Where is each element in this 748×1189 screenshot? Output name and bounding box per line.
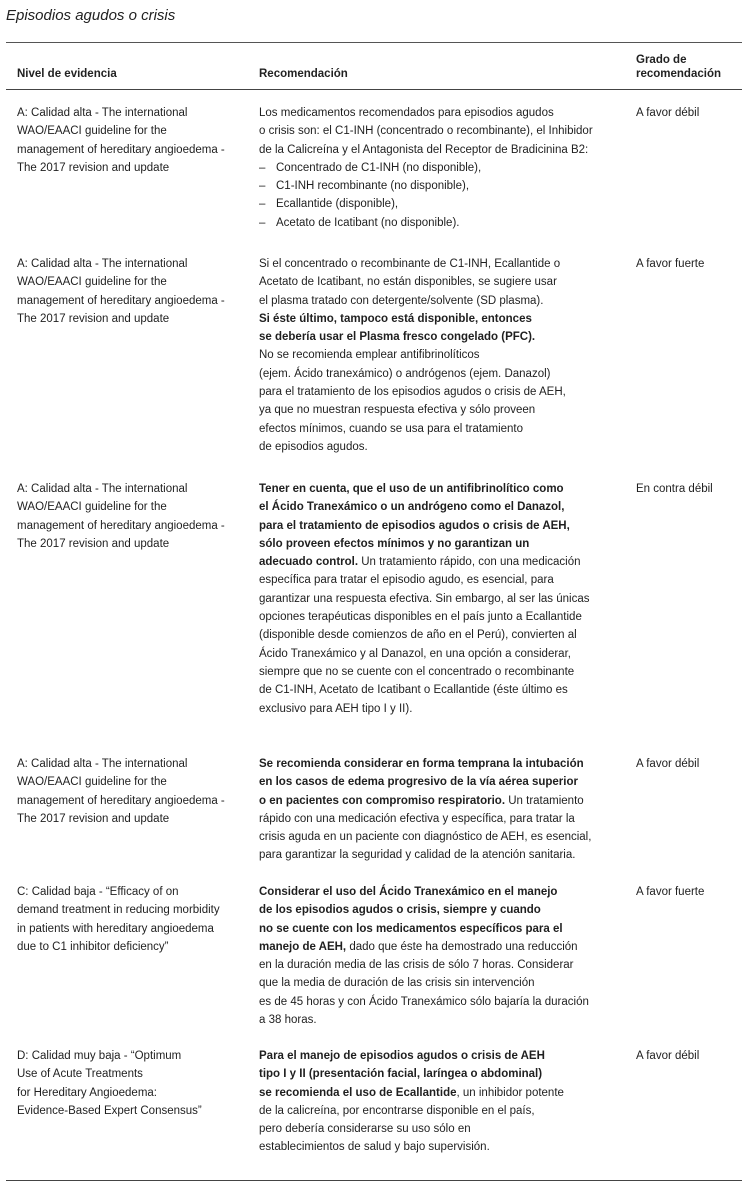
- evidence-line: Evidence-Based Expert Consensus”: [17, 1104, 202, 1117]
- grade-cell: En contra débil: [636, 483, 713, 495]
- evidence-line: due to C1 inhibitor deficiency”: [17, 940, 169, 953]
- recommendation-cell: [259, 104, 627, 232]
- recommendation-line-bold: de los episodios agudos o crisis, siempre y cuando: [259, 904, 541, 917]
- recommendation-line-bold: Considerar el uso del Ácido Tranexámico en el manejo: [259, 886, 558, 898]
- medication-list: [259, 159, 627, 232]
- section-title: Episodios agudos o crisis: [6, 7, 176, 24]
- evidence-line: management of hereditary angioedema -: [17, 294, 225, 307]
- recommendation-bold-fragment: manejo de AEH,: [259, 940, 347, 953]
- recommendation-line: Acetato de Icatibant, no están disponibles, se sugiere usar: [259, 276, 557, 289]
- recommendation-line-mixed: [259, 1084, 627, 1102]
- recommendation-line: opciones terapéuticas disponibles en el país junto a Ecallantide: [259, 611, 582, 624]
- recommendation-line: de la Calicreína y el Antagonista del Receptor de Bradicinina B2:: [259, 143, 589, 156]
- evidence-cell: [17, 255, 249, 328]
- recommendation-line-bold: Se recomienda considerar en forma temprana la intubación: [259, 758, 584, 770]
- recommendation-cell: [259, 755, 627, 865]
- recommendation-line-bold: el Ácido Tranexámico o un andrógeno como el Danazol,: [259, 501, 565, 514]
- recommendation-line-mixed: [259, 553, 627, 571]
- grade-cell: A favor fuerte: [636, 258, 705, 270]
- evidence-cell: [17, 755, 249, 828]
- header-evidence-level: Nivel de evidencia: [17, 68, 117, 80]
- evidence-line: Use of Acute Treatments: [17, 1068, 143, 1081]
- evidence-line: WAO/EAACI guideline for the: [17, 276, 167, 289]
- recommendation-line-mixed: [259, 792, 627, 810]
- recommendation-cell: [259, 480, 627, 718]
- recommendation-line: Ácido Tranexámico y al Danazol, en una opción a considerar,: [259, 647, 571, 660]
- recommendation-line: en la duración media de las crisis de sólo 7 horas. Considerar: [259, 959, 574, 972]
- evidence-line: A: Calidad alta - The international: [17, 107, 188, 119]
- evidence-line: The 2017 revision and update: [17, 161, 170, 174]
- recommendation-line-mixed: [259, 938, 627, 956]
- recommendation-line: (ejem. Ácido tranexámico) o andrógenos (ejem. Danazol): [259, 367, 551, 380]
- recommendation-line: el plasma tratado con detergente/solvente (SD plasma).: [259, 294, 544, 307]
- recommendation-cell: [259, 255, 627, 456]
- recommendation-line: que la media de duración de las crisis sin intervención: [259, 977, 535, 990]
- recommendation-line-bold: se debería usar el Plasma fresco congelado (PFC).: [259, 331, 536, 344]
- recommendation-line-bold: Tener en cuenta, que el uso de un antifibrinolítico como: [259, 483, 564, 495]
- recommendation-line: establecimientos de salud y bajo supervisión.: [259, 1141, 490, 1154]
- recommendation-line: Si el concentrado o recombinante de C1-INH, Ecallantide o: [259, 258, 561, 270]
- recommendation-line-bold: sólo proveen efectos mínimos y no garantizan un: [259, 537, 530, 550]
- evidence-line: WAO/EAACI guideline for the: [17, 776, 167, 789]
- recommendation-line: efectos mínimos, cuando se usa para el tratamiento: [259, 422, 524, 435]
- recommendation-text-fragment: Un tratamiento rápido, con una medicación: [358, 556, 581, 569]
- recommendation-line: ya que no muestran respuesta efectiva y sólo proveen: [259, 404, 536, 417]
- recommendation-line: pero debería considerarse su uso sólo en: [259, 1123, 471, 1136]
- header-grade-line2: recomendación: [636, 68, 721, 80]
- evidence-line: management of hereditary angioedema -: [17, 143, 225, 156]
- grade-cell: A favor débil: [636, 758, 700, 770]
- evidence-line: for Hereditary Angioedema:: [17, 1086, 157, 1099]
- evidence-line: demand treatment in reducing morbidity: [17, 904, 220, 917]
- table-bottom-rule: [6, 1180, 742, 1181]
- recommendation-line-bold: para el tratamiento de episodios agudos o crisis de AEH,: [259, 519, 570, 532]
- recommendation-cell: [259, 883, 627, 1029]
- recommendation-line-bold: tipo I y II (presentación facial, laríngea o abdominal): [259, 1068, 543, 1081]
- evidence-line: management of hereditary angioedema -: [17, 519, 225, 532]
- evidence-line: C: Calidad baja - “Efficacy of on: [17, 886, 179, 898]
- grade-cell: A favor débil: [636, 1050, 700, 1062]
- recommendation-line: garantizar una respuesta efectiva. Sin embargo, al ser las únicas: [259, 592, 590, 605]
- recommendation-line: de C1-INH, Acetato de Icatibant o Ecallantide (éste último es: [259, 684, 568, 697]
- recommendation-line-bold: en los casos de edema progresivo de la vía aérea superior: [259, 776, 578, 789]
- evidence-line: WAO/EAACI guideline for the: [17, 125, 167, 138]
- grade-cell: A favor débil: [636, 107, 700, 119]
- evidence-line: in patients with hereditary angioedema: [17, 922, 214, 935]
- recommendation-line: es de 45 horas y con Ácido Tranexámico sólo bajaría la duración: [259, 995, 589, 1008]
- header-recommendation: Recomendación: [259, 68, 348, 80]
- recommendation-line: rápido con una medicación efectiva y específica, para tratar la: [259, 812, 575, 825]
- recommendation-line: No se recomienda emplear antifibrinolíticos: [259, 349, 480, 362]
- recommendation-line: siempre que no se cuente con el concentrado o recombinante: [259, 665, 575, 678]
- recommendation-line: crisis aguda en un paciente con diagnóstico de AEH, es esencial,: [259, 831, 592, 844]
- recommendation-line: para garantizar la seguridad y calidad de la atención sanitaria.: [259, 849, 576, 862]
- evidence-cell: [17, 480, 249, 553]
- evidence-cell: [17, 1047, 249, 1120]
- recommendation-line: exclusivo para AEH tipo I y II).: [259, 702, 413, 715]
- recommendation-text-fragment: , un inhibidor potente: [456, 1086, 564, 1099]
- medication-list-item: – Ecallantide (disponible),: [259, 195, 627, 213]
- evidence-line: A: Calidad alta - The international: [17, 758, 188, 770]
- recommendation-bold-fragment: o en pacientes con compromiso respiratorio.: [259, 794, 506, 807]
- recommendation-line: para el tratamiento de los episodios agudos o crisis de AEH,: [259, 386, 566, 399]
- evidence-cell: [17, 883, 249, 956]
- table-header-rule: [6, 89, 742, 90]
- grade-cell: A favor fuerte: [636, 886, 705, 898]
- recommendation-bold-fragment: se recomienda el uso de Ecallantide: [259, 1086, 457, 1099]
- recommendation-cell: [259, 1047, 627, 1157]
- recommendation-line: Los medicamentos recomendados para episodios agudos: [259, 107, 554, 119]
- evidence-line: A: Calidad alta - The international: [17, 483, 188, 495]
- header-grade: [636, 53, 742, 81]
- recommendation-text-fragment: dado que éste ha demostrado una reducción: [346, 940, 578, 953]
- recommendation-line: específica para tratar el episodio agudo, es esencial, para: [259, 574, 554, 587]
- recommendation-line: o crisis son: el C1-INH (concentrado o recombinante), el Inhibidor: [259, 125, 593, 138]
- evidence-line: A: Calidad alta - The international: [17, 258, 188, 270]
- header-grade-line1: Grado de: [636, 54, 687, 66]
- evidence-line: The 2017 revision and update: [17, 537, 170, 550]
- medication-list-item: – Concentrado de C1-INH (no disponible),: [259, 159, 627, 177]
- recommendation-line-bold: no se cuente con los medicamentos específicos para el: [259, 922, 563, 935]
- recommendation-bold-fragment: adecuado control.: [259, 556, 359, 569]
- recommendation-line-bold: Para el manejo de episodios agudos o crisis de AEH: [259, 1050, 545, 1062]
- evidence-cell: [17, 104, 249, 177]
- recommendation-line: (disponible desde comienzos de año en el Perú), convierten al: [259, 629, 577, 642]
- medication-list-item: – Acetato de Icatibant (no disponible).: [259, 214, 627, 232]
- table-top-rule: [6, 42, 742, 43]
- medication-list-item: – C1-INH recombinante (no disponible),: [259, 177, 627, 195]
- recommendation-line: a 38 horas.: [259, 1014, 317, 1027]
- recommendation-line-bold: Si éste último, tampoco está disponible, entonces: [259, 312, 532, 325]
- recommendation-text-fragment: Un tratamiento: [505, 794, 584, 807]
- recommendation-line: de episodios agudos.: [259, 440, 368, 453]
- evidence-line: management of hereditary angioedema -: [17, 794, 225, 807]
- evidence-line: The 2017 revision and update: [17, 812, 170, 825]
- recommendation-line: de la calicreína, por encontrarse disponible en el país,: [259, 1104, 535, 1117]
- evidence-line: The 2017 revision and update: [17, 312, 170, 325]
- evidence-line: D: Calidad muy baja - “Optimum: [17, 1050, 182, 1062]
- evidence-line: WAO/EAACI guideline for the: [17, 501, 167, 514]
